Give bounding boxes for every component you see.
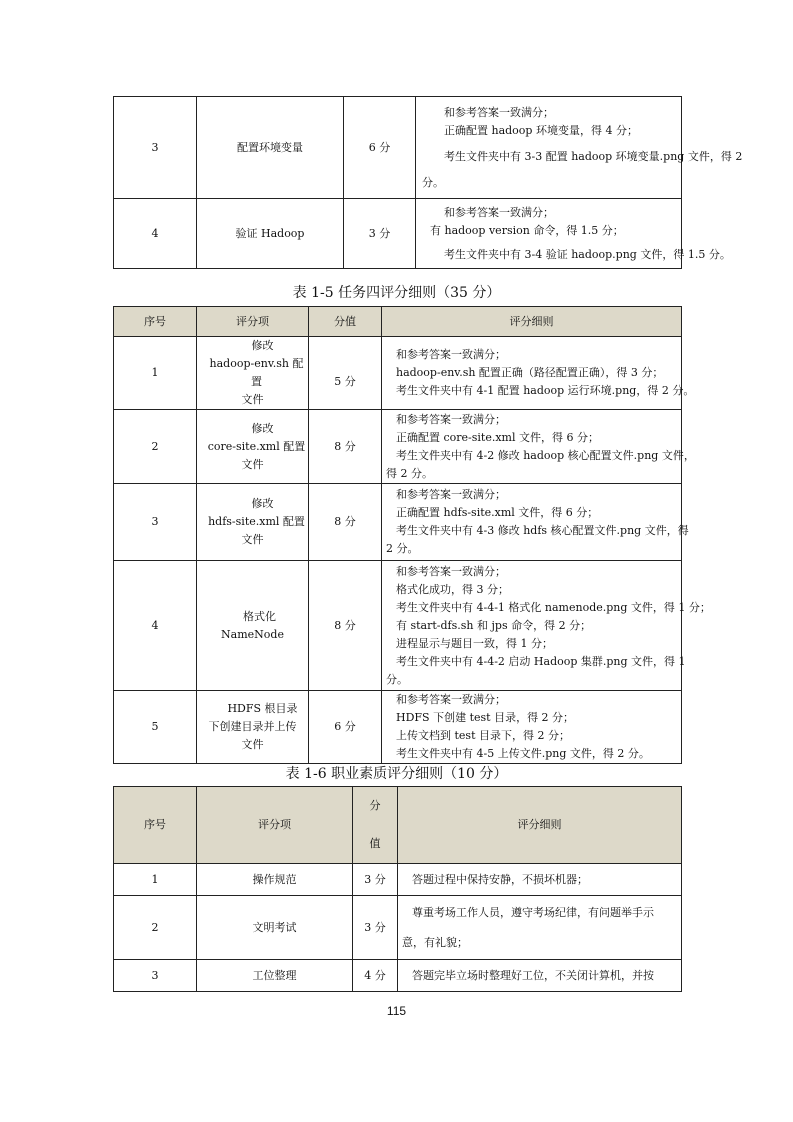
- header-score-line: 值: [369, 837, 381, 850]
- table-header-row: [114, 307, 682, 337]
- details: [382, 561, 711, 691]
- criterion-line: 修改: [251, 339, 274, 352]
- score: 5 分: [309, 337, 382, 410]
- table-row: [114, 864, 682, 896]
- header-score-line: 分: [369, 799, 381, 812]
- criterion-line: 文件: [241, 533, 264, 546]
- detail-line: 有 hadoop version 命令，得 1.5 分；: [430, 223, 624, 237]
- detail-line: 正确配置 core-site.xml 文件，得 6 分；: [396, 430, 599, 444]
- criterion: [197, 561, 309, 691]
- criterion: 工位整理: [197, 960, 353, 992]
- header-details: 评分细则: [398, 787, 682, 864]
- row-number: 1: [114, 864, 197, 896]
- details: [416, 97, 743, 199]
- criterion: [197, 691, 309, 764]
- header-no: 序号: [114, 307, 197, 337]
- details: [382, 691, 682, 764]
- detail-line: 和参考答案一致满分；: [396, 348, 506, 361]
- criterion: 配置环境变量: [197, 97, 344, 199]
- criterion: [197, 484, 309, 561]
- row-number: 5: [114, 691, 197, 764]
- table-task3-continued: [113, 96, 743, 269]
- score: 8 分: [309, 410, 382, 484]
- table-row: [114, 337, 682, 410]
- details: [398, 864, 682, 896]
- row-number: 3: [114, 484, 197, 561]
- header-details: 评分细则: [382, 307, 682, 337]
- details: [398, 896, 682, 960]
- detail-line: 意，有礼貌；: [402, 935, 468, 949]
- detail-line: 考生文件夹中有 4-1 配置 hadoop 运行环境.png，得 2 分。: [396, 384, 695, 397]
- detail-line: 进程显示与题目一致，得 1 分；: [396, 636, 553, 650]
- criterion-line: NameNode: [221, 627, 284, 641]
- criterion-line: core-site.xml 配置: [207, 439, 306, 453]
- score: 8 分: [309, 561, 382, 691]
- header-score: 分值: [309, 307, 382, 337]
- header-item: 评分项: [197, 307, 309, 337]
- detail-line: 和参考答案一致满分；: [396, 412, 506, 426]
- detail-line: 正确配置 hdfs-site.xml 文件，得 6 分；: [396, 506, 599, 519]
- row-number: 2: [114, 410, 197, 484]
- criterion-line: 修改: [251, 497, 274, 510]
- detail-line: 分。: [386, 672, 408, 686]
- detail-line: HDFS 下创建 test 目录，得 2 分；: [396, 711, 575, 724]
- detail-line: 和参考答案一致满分；: [396, 564, 506, 578]
- row-number: 3: [114, 960, 197, 992]
- score: 4 分: [353, 960, 398, 992]
- header-item: 评分项: [197, 787, 353, 864]
- detail-line: 格式化成功，得 3 分；: [396, 582, 509, 596]
- detail-line: 和参考答案一致满分；: [396, 693, 506, 706]
- detail-line: 得 2 分。: [386, 466, 433, 480]
- detail-line: 考生文件夹中有 4-4-1 格式化 namenode.png 文件，得 1 分；: [396, 600, 711, 614]
- detail-line: 考生文件夹中有 4-2 修改 hadoop 核心配置文件.png 文件，: [396, 448, 695, 462]
- criterion-line: 修改: [251, 421, 274, 435]
- criterion: 文明考试: [197, 896, 353, 960]
- criterion-line: 文件: [241, 457, 264, 471]
- page-number: 115: [386, 1004, 407, 1018]
- score: 8 分: [309, 484, 382, 561]
- details: [382, 484, 689, 561]
- detail-line: 和参考答案一致满分；: [396, 488, 506, 501]
- row-number: 3: [114, 97, 197, 199]
- detail-line: hadoop-env.sh 配置正确（路径配置正确），得 3 分；: [396, 366, 664, 379]
- score: 3 分: [353, 864, 398, 896]
- row-number: 4: [114, 561, 197, 691]
- criterion: [197, 337, 309, 410]
- detail-line: 正确配置 hadoop 环境变量，得 4 分；: [444, 123, 638, 137]
- score: 6 分: [309, 691, 382, 764]
- detail-line: 和参考答案一致满分；: [444, 205, 554, 219]
- details: [398, 960, 682, 992]
- table-row: [114, 97, 682, 199]
- table-row: [114, 691, 682, 764]
- table-row: [114, 960, 682, 992]
- row-number: 1: [114, 337, 197, 410]
- criterion-line: hdfs-site.xml 配置: [208, 515, 305, 528]
- criterion-line: 文件: [241, 738, 264, 751]
- detail-line: 考生文件夹中有 4-4-2 启动 Hadoop 集群.png 文件，得 1: [396, 654, 686, 668]
- detail-line: 答题完毕立场时整理好工位，不关闭计算机，并按: [412, 968, 654, 982]
- criterion: 操作规范: [197, 864, 353, 896]
- criterion: 验证 Hadoop: [197, 199, 344, 269]
- table-row: [114, 199, 682, 269]
- criterion-line: 文件: [241, 393, 264, 406]
- detail-line: 上传文档到 test 目录下，得 2 分；: [396, 729, 570, 742]
- table-row: [114, 484, 682, 561]
- row-number: 2: [114, 896, 197, 960]
- detail-line: 考生文件夹中有 3-3 配置 hadoop 环境变量.png 文件，得 2: [444, 149, 743, 163]
- criterion-line: 下创建目录并上传: [208, 720, 297, 733]
- table-row: [114, 410, 682, 484]
- criterion: [197, 410, 309, 484]
- detail-line: 有 start-dfs.sh 和 jps 命令，得 2 分；: [396, 618, 592, 632]
- detail-line: 考生文件夹中有 3-4 验证 hadoop.png 文件，得 1.5 分。: [444, 247, 731, 261]
- details: [382, 337, 695, 410]
- table-1-5-caption: 表 1-5 任务四评分细则（35 分）: [292, 285, 501, 301]
- score: 3 分: [353, 896, 398, 960]
- detail-line: 2 分。: [386, 542, 419, 555]
- criterion-line: HDFS 根目录: [227, 702, 298, 715]
- detail-line: 考生文件夹中有 4-5 上传文件.png 文件，得 2 分。: [396, 747, 650, 760]
- detail-line: 答题过程中保持安静，不损坏机器；: [412, 872, 588, 886]
- table-row: [114, 896, 682, 960]
- score: 3 分: [344, 199, 416, 269]
- criterion-line: 格式化: [243, 609, 276, 623]
- score: 6 分: [344, 97, 416, 199]
- header-score: [353, 787, 398, 864]
- detail-line: 和参考答案一致满分；: [444, 105, 554, 119]
- table-1-5: [113, 306, 711, 764]
- details: [416, 199, 731, 269]
- criterion-line: hadoop-env.sh 配置: [209, 357, 304, 388]
- detail-line: 考生文件夹中有 4-3 修改 hdfs 核心配置文件.png 文件，得: [396, 524, 689, 537]
- table-header-row: [114, 787, 682, 864]
- table-1-6: [113, 786, 682, 992]
- detail-line: 尊重考场工作人员，遵守考场纪律，有问题举手示: [412, 905, 654, 919]
- row-number: 4: [114, 199, 197, 269]
- table-1-6-caption: 表 1-6 职业素质评分细则（10 分）: [285, 766, 508, 782]
- detail-line: 分。: [422, 175, 444, 189]
- header-no: 序号: [114, 787, 197, 864]
- table-row: [114, 561, 682, 691]
- details: [382, 410, 695, 484]
